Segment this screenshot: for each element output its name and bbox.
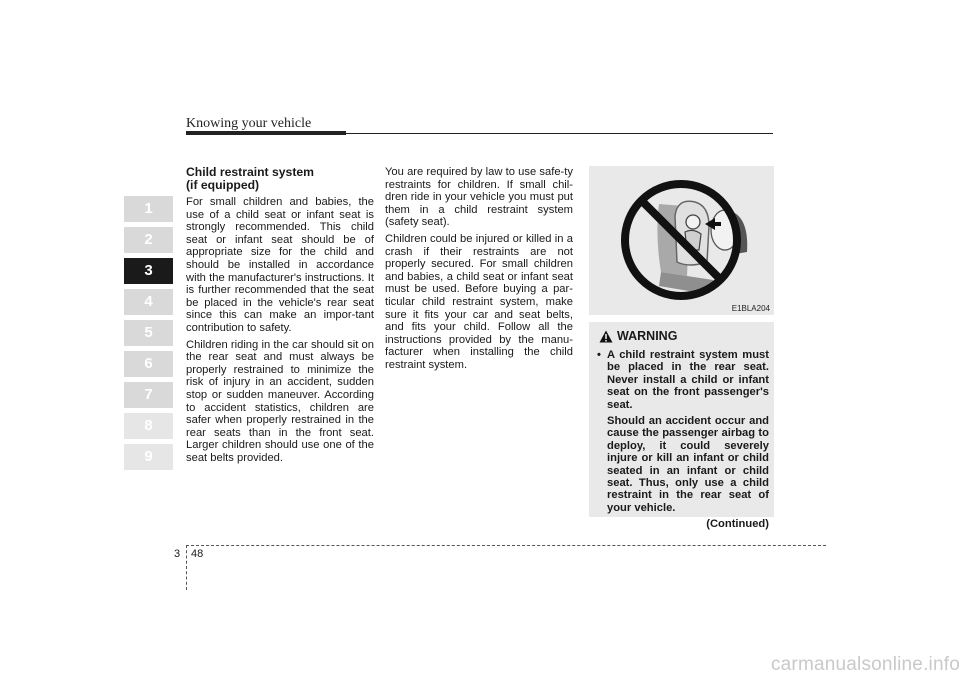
section-title-line1: Child restraint system xyxy=(186,165,315,179)
warning-heading-text: WARNING xyxy=(617,329,678,344)
warning-box xyxy=(589,322,774,531)
warning-triangle-icon xyxy=(599,330,613,343)
chapter-tabs xyxy=(124,196,173,475)
footer-chapter-number: 3 xyxy=(174,548,181,560)
paragraph: Children riding in the car should sit on the rear seat and must always be properly restrained to minimize the risk of injury in an accident, sudden stop or sudden maneuver. According to accident statistics, children are safer when properly restrained in the rear seats than in the front seat. Larger children should use one of the seat belts provided. xyxy=(186,338,374,464)
footer-page-number: 48 xyxy=(191,548,204,560)
section-title-line2: (if equipped) xyxy=(186,178,260,192)
chapter-tab-4[interactable]: 4 xyxy=(124,289,173,315)
text-column-1 xyxy=(186,166,374,468)
footer-vertical-rule xyxy=(186,545,187,590)
watermark: carmanualsonline.info xyxy=(770,654,960,675)
warning-heading xyxy=(599,330,677,343)
chapter-tab-8[interactable]: 8 xyxy=(124,413,173,439)
footer-rule xyxy=(186,545,826,546)
figure-caption: E1BLA204 xyxy=(731,304,770,313)
paragraph: For small children and babies, the use of a child seat or infant seat is strongly recommended. This child seat or infant seat should be of appropriate size for the child and should be installed in accordance with the manufacturer's instructions. It is further recommended that the seat be placed in the vehicle's rear seat since this can make an impor-tant contribution to safety. xyxy=(186,196,374,334)
paragraph: Children could be injured or killed in a crash if their restraints are not properly secured. For small children and babies, a child seat or infant seat must be used. Before buying a par-ticular child restraint system, make sure it fits your car and seat belts, and fits your child. Follow all the instructions provided by the manu-facturer when installing the child restraint system. xyxy=(385,232,573,371)
no-child-seat-front-airbag-icon xyxy=(589,166,774,315)
chapter-tab-9[interactable]: 9 xyxy=(124,444,173,470)
chapter-tab-7[interactable]: 7 xyxy=(124,382,173,408)
header-rule xyxy=(186,133,773,134)
paragraph: You are required by law to use safe-ty restraints for children. If small chil-dren ride in your vehicle you must put them in a child restraint system (safety seat). xyxy=(385,166,573,229)
warning-paragraph: Should an accident occur and cause the passenger airbag to deploy, it could severely injure or kill an infant or child seated in an infant or child seat. Thus, only use a child restraint in the rear seat of your vehicle. xyxy=(607,415,769,514)
chapter-tab-3[interactable]: 3 xyxy=(124,258,173,284)
warning-body xyxy=(597,349,769,531)
warning-paragraph: A child restraint system must be placed in the rear seat. Never install a child or infant seat on the front passenger's seat. xyxy=(607,349,769,411)
text-column-2 xyxy=(385,166,573,376)
chapter-tab-1[interactable]: 1 xyxy=(124,196,173,222)
continued-label: (Continued) xyxy=(706,518,769,531)
chapter-tab-6[interactable]: 6 xyxy=(124,351,173,377)
figure-no-child-seat xyxy=(589,166,774,315)
chapter-tab-5[interactable]: 5 xyxy=(124,320,173,346)
section-title xyxy=(186,166,374,192)
chapter-tab-2[interactable]: 2 xyxy=(124,227,173,253)
page-header-title: Knowing your vehicle xyxy=(186,116,312,131)
bullet: • xyxy=(597,349,601,361)
